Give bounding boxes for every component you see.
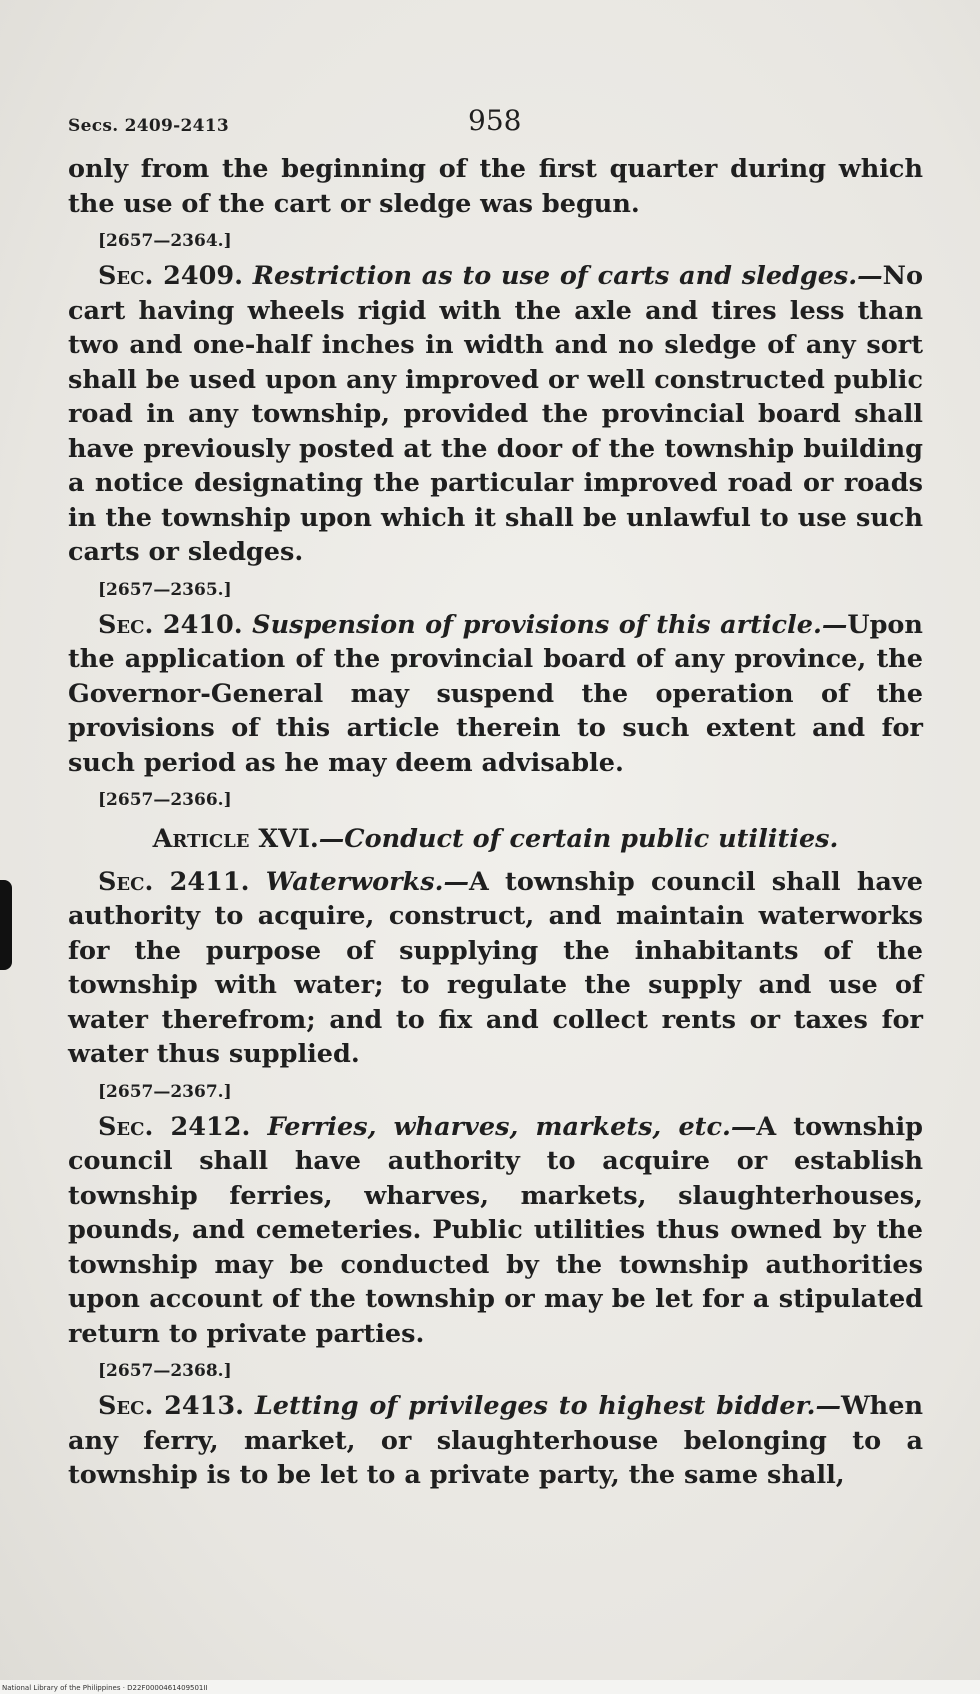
section-text: When any ferry, market, or slaughterhouse belonging to a township is to be let to a private party, the same shall, [68, 1391, 923, 1490]
section-2413 [68, 1389, 923, 1493]
section-caption: Restriction as to use of carts and sledges.— [252, 261, 883, 291]
body-text [68, 152, 923, 1493]
section-caption: Waterworks.— [265, 866, 469, 897]
citation: [2657—2366.] [98, 790, 232, 810]
article-heading [68, 822, 923, 857]
section-caption: Letting of privileges to highest bidder.— [254, 1391, 842, 1421]
article-caption: —Conduct of certain public utilities. [318, 824, 839, 854]
section-text: A township council shall have authority to acquire, construct, and maintain waterworks for the purpose of supplying the inhabitants of the township with water; to regulate the supply and use of water therefrom; and to fix and collect rents or taxes for water thus supplied. [68, 866, 923, 1069]
section-2412 [68, 1110, 923, 1352]
section-range: Secs. 2409-2413 [68, 116, 230, 136]
section-label: Sec. 2411. [98, 866, 250, 897]
section-2409 [68, 259, 923, 570]
citation: [2657—2368.] [98, 1361, 232, 1381]
binding-shadow [0, 880, 12, 970]
section-label: Sec. 2412. [98, 1111, 251, 1142]
opening-paragraph: only from the beginning of the first quarter during which the use of the cart or sledge was begun. [68, 154, 923, 219]
section-label: Sec. 2410. [98, 609, 243, 640]
citation: [2657—2367.] [98, 1081, 232, 1102]
section-label: Sec. 2413. [98, 1391, 245, 1421]
section-caption: Ferries, wharves, markets, etc.— [267, 1111, 757, 1142]
running-head [68, 104, 916, 144]
section-caption: Suspension of provisions of this article.— [252, 609, 848, 640]
section-text: Upon the application of the provincial board of any province, the Governor-General may suspend the operation of the provisions of this article therein to such extent and for such period as he may deem advisable. [68, 609, 923, 778]
section-text: No cart having wheels rigid with the axle and tires less than two and one-half inches in width and no sledge of any sort shall be used upon any improved or well constructed public road in any township, provided the provincial board shall have previously posted at the door of the township building a notice designating the particular improved road or roads in the township upon which it shall be unlawful to use such carts or sledges. [68, 261, 923, 567]
article-label: Article XVI. [152, 824, 319, 854]
section-2410 [68, 608, 923, 781]
citation: [2657—2364.] [98, 231, 232, 251]
footer-strip [0, 1680, 980, 1694]
citation: [2657—2365.] [98, 579, 232, 600]
page-number: 958 [468, 104, 522, 137]
section-2411 [68, 865, 923, 1072]
section-text: A township council shall have authority to acquire or establish township ferries, wharves, markets, slaughterhouses, pounds, and cemeteries. Public utilities thus owned by the township may be conducted by the township authorities upon account of the township or may be let for a stipulated return to private parties. [68, 1111, 923, 1349]
footer-text: National Library of the Philippines · D22F0000461409501II [2, 1684, 208, 1692]
section-label: Sec. 2409. [98, 261, 243, 291]
